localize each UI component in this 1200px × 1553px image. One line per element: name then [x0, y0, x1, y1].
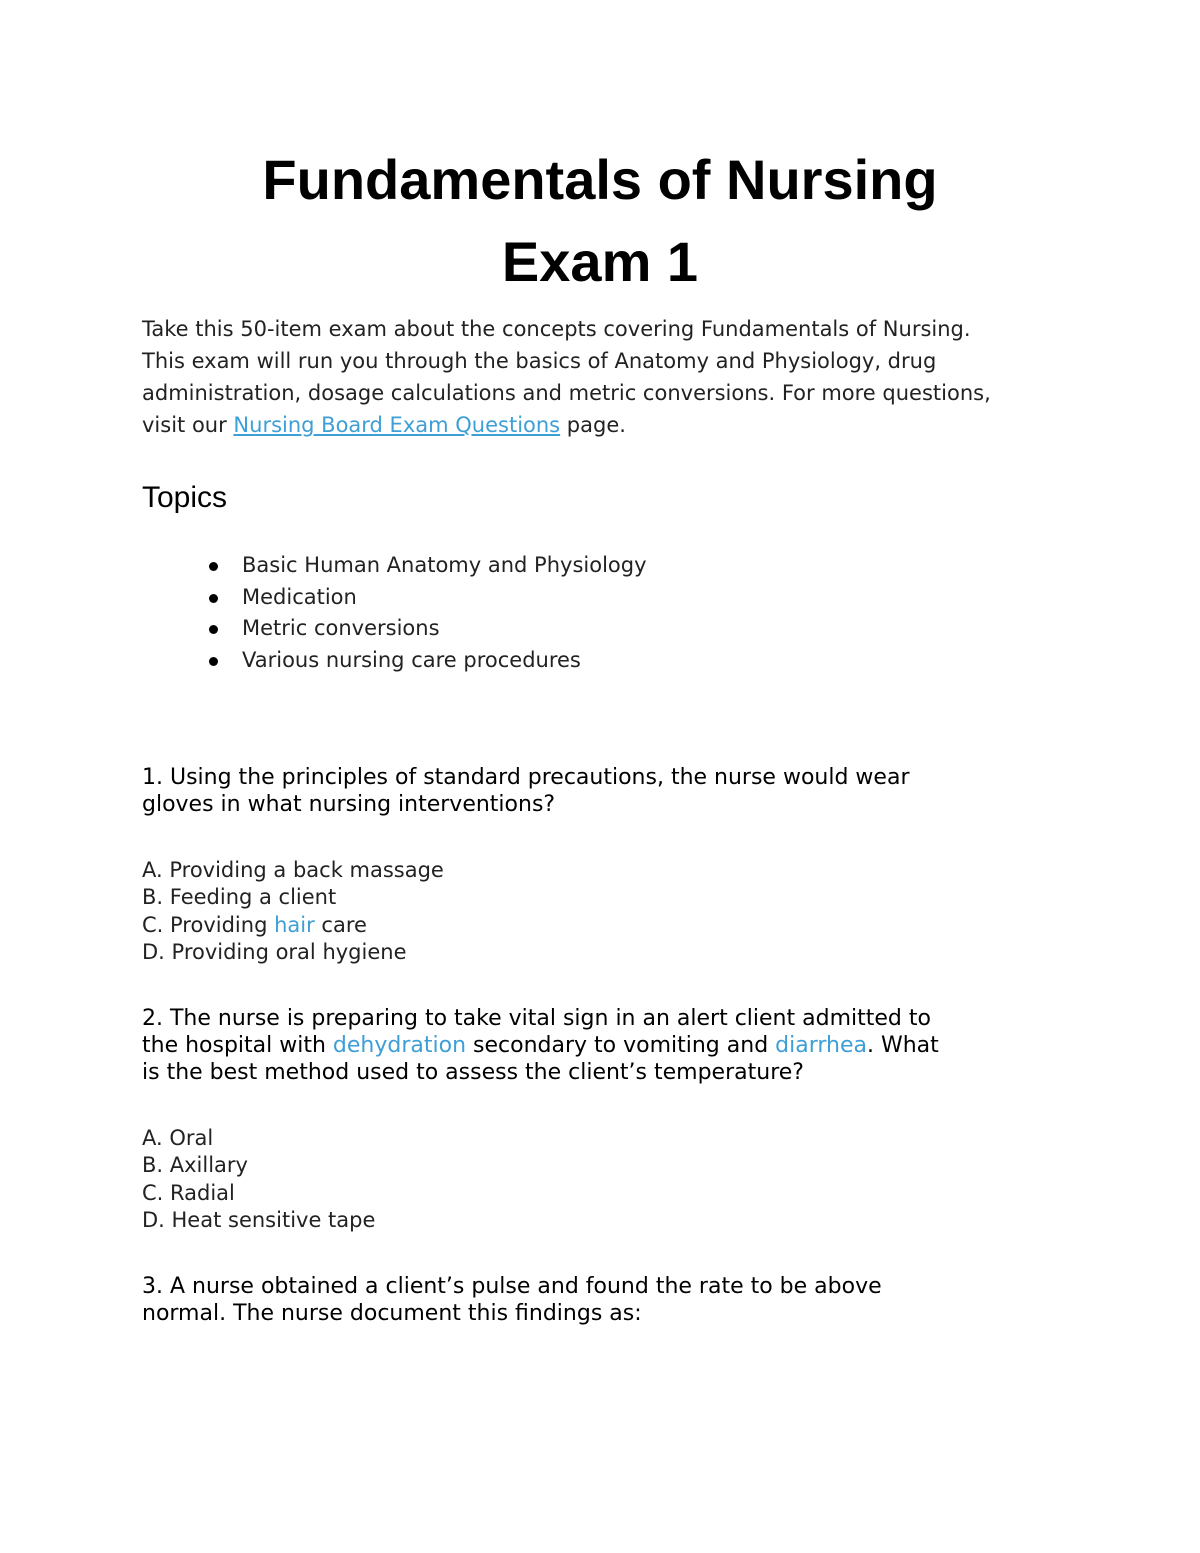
keyword-link[interactable]: hair — [274, 912, 315, 937]
question-2 — [142, 1005, 1082, 1086]
question-line: 3. A nurse obtained a client’s pulse and found the rate to be above — [142, 1274, 882, 1299]
question-3 — [142, 1273, 1082, 1327]
list-item — [142, 645, 647, 677]
intro-line: administration, dosage calculations and metric conversions. For more questions, — [142, 381, 991, 405]
question-text: the hospital with — [142, 1033, 333, 1058]
option-d: D. Providing oral hygiene — [142, 939, 407, 964]
topics-list — [142, 550, 647, 676]
topic-label: Medication — [242, 584, 357, 609]
question-text: . What — [867, 1033, 939, 1058]
question-line: normal. The nurse document this findings as: — [142, 1301, 642, 1326]
intro-text: page. — [560, 413, 626, 437]
option-b: B. Feeding a client — [142, 885, 337, 910]
nursing-board-exam-questions-link[interactable]: Nursing Board Exam Questions — [233, 413, 561, 437]
list-item — [142, 550, 647, 582]
page-title-line2: Exam 1 — [501, 230, 699, 293]
list-item — [142, 613, 647, 645]
keyword-link[interactable]: diarrhea — [775, 1033, 867, 1058]
bullet-icon — [209, 657, 218, 666]
intro-text: visit our — [142, 413, 234, 437]
intro-line: Take this 50-item exam about the concepts covering Fundamentals of Nursing. — [142, 317, 971, 341]
option-text: C. Providing — [142, 912, 275, 937]
list-item — [142, 582, 647, 614]
question-text: secondary to vomiting and — [466, 1033, 776, 1058]
bullet-icon — [209, 594, 218, 603]
option-c: C. Radial — [142, 1180, 235, 1205]
bullet-icon — [209, 625, 218, 634]
topic-label: Basic Human Anatomy and Physiology — [242, 553, 647, 577]
topic-label: Metric conversions — [242, 616, 440, 640]
keyword-link[interactable]: dehydration — [332, 1033, 467, 1058]
option-b: B. Axillary — [142, 1153, 248, 1178]
intro-line: This exam will run you through the basics of Anatomy and Physiology, drug — [142, 349, 937, 373]
question-line: 1. Using the principles of standard precautions, the nurse would wear — [142, 765, 910, 790]
option-a: A. Providing a back massage — [142, 858, 444, 882]
question-1-options — [142, 857, 444, 966]
option-a: A. Oral — [142, 1126, 214, 1150]
question-2-options — [142, 1125, 375, 1234]
option-c — [142, 912, 444, 939]
question-line: 2. The nurse is preparing to take vital sign in an alert client admitted to — [142, 1006, 931, 1031]
option-d: D. Heat sensitive tape — [142, 1207, 376, 1232]
bullet-icon — [209, 562, 218, 571]
page-title-line1: Fundamentals of Nursing — [262, 148, 938, 211]
question-line: gloves in what nursing interventions? — [142, 792, 556, 817]
topics-heading: Topics — [142, 481, 228, 514]
question-line: is the best method used to assess the client’s temperature? — [142, 1060, 804, 1085]
question-1 — [142, 764, 1082, 818]
question-line — [142, 1032, 1082, 1059]
intro-paragraph — [142, 313, 1072, 441]
intro-line — [142, 409, 1072, 441]
option-text: care — [314, 912, 367, 937]
topic-label: Various nursing care procedures — [242, 647, 581, 672]
